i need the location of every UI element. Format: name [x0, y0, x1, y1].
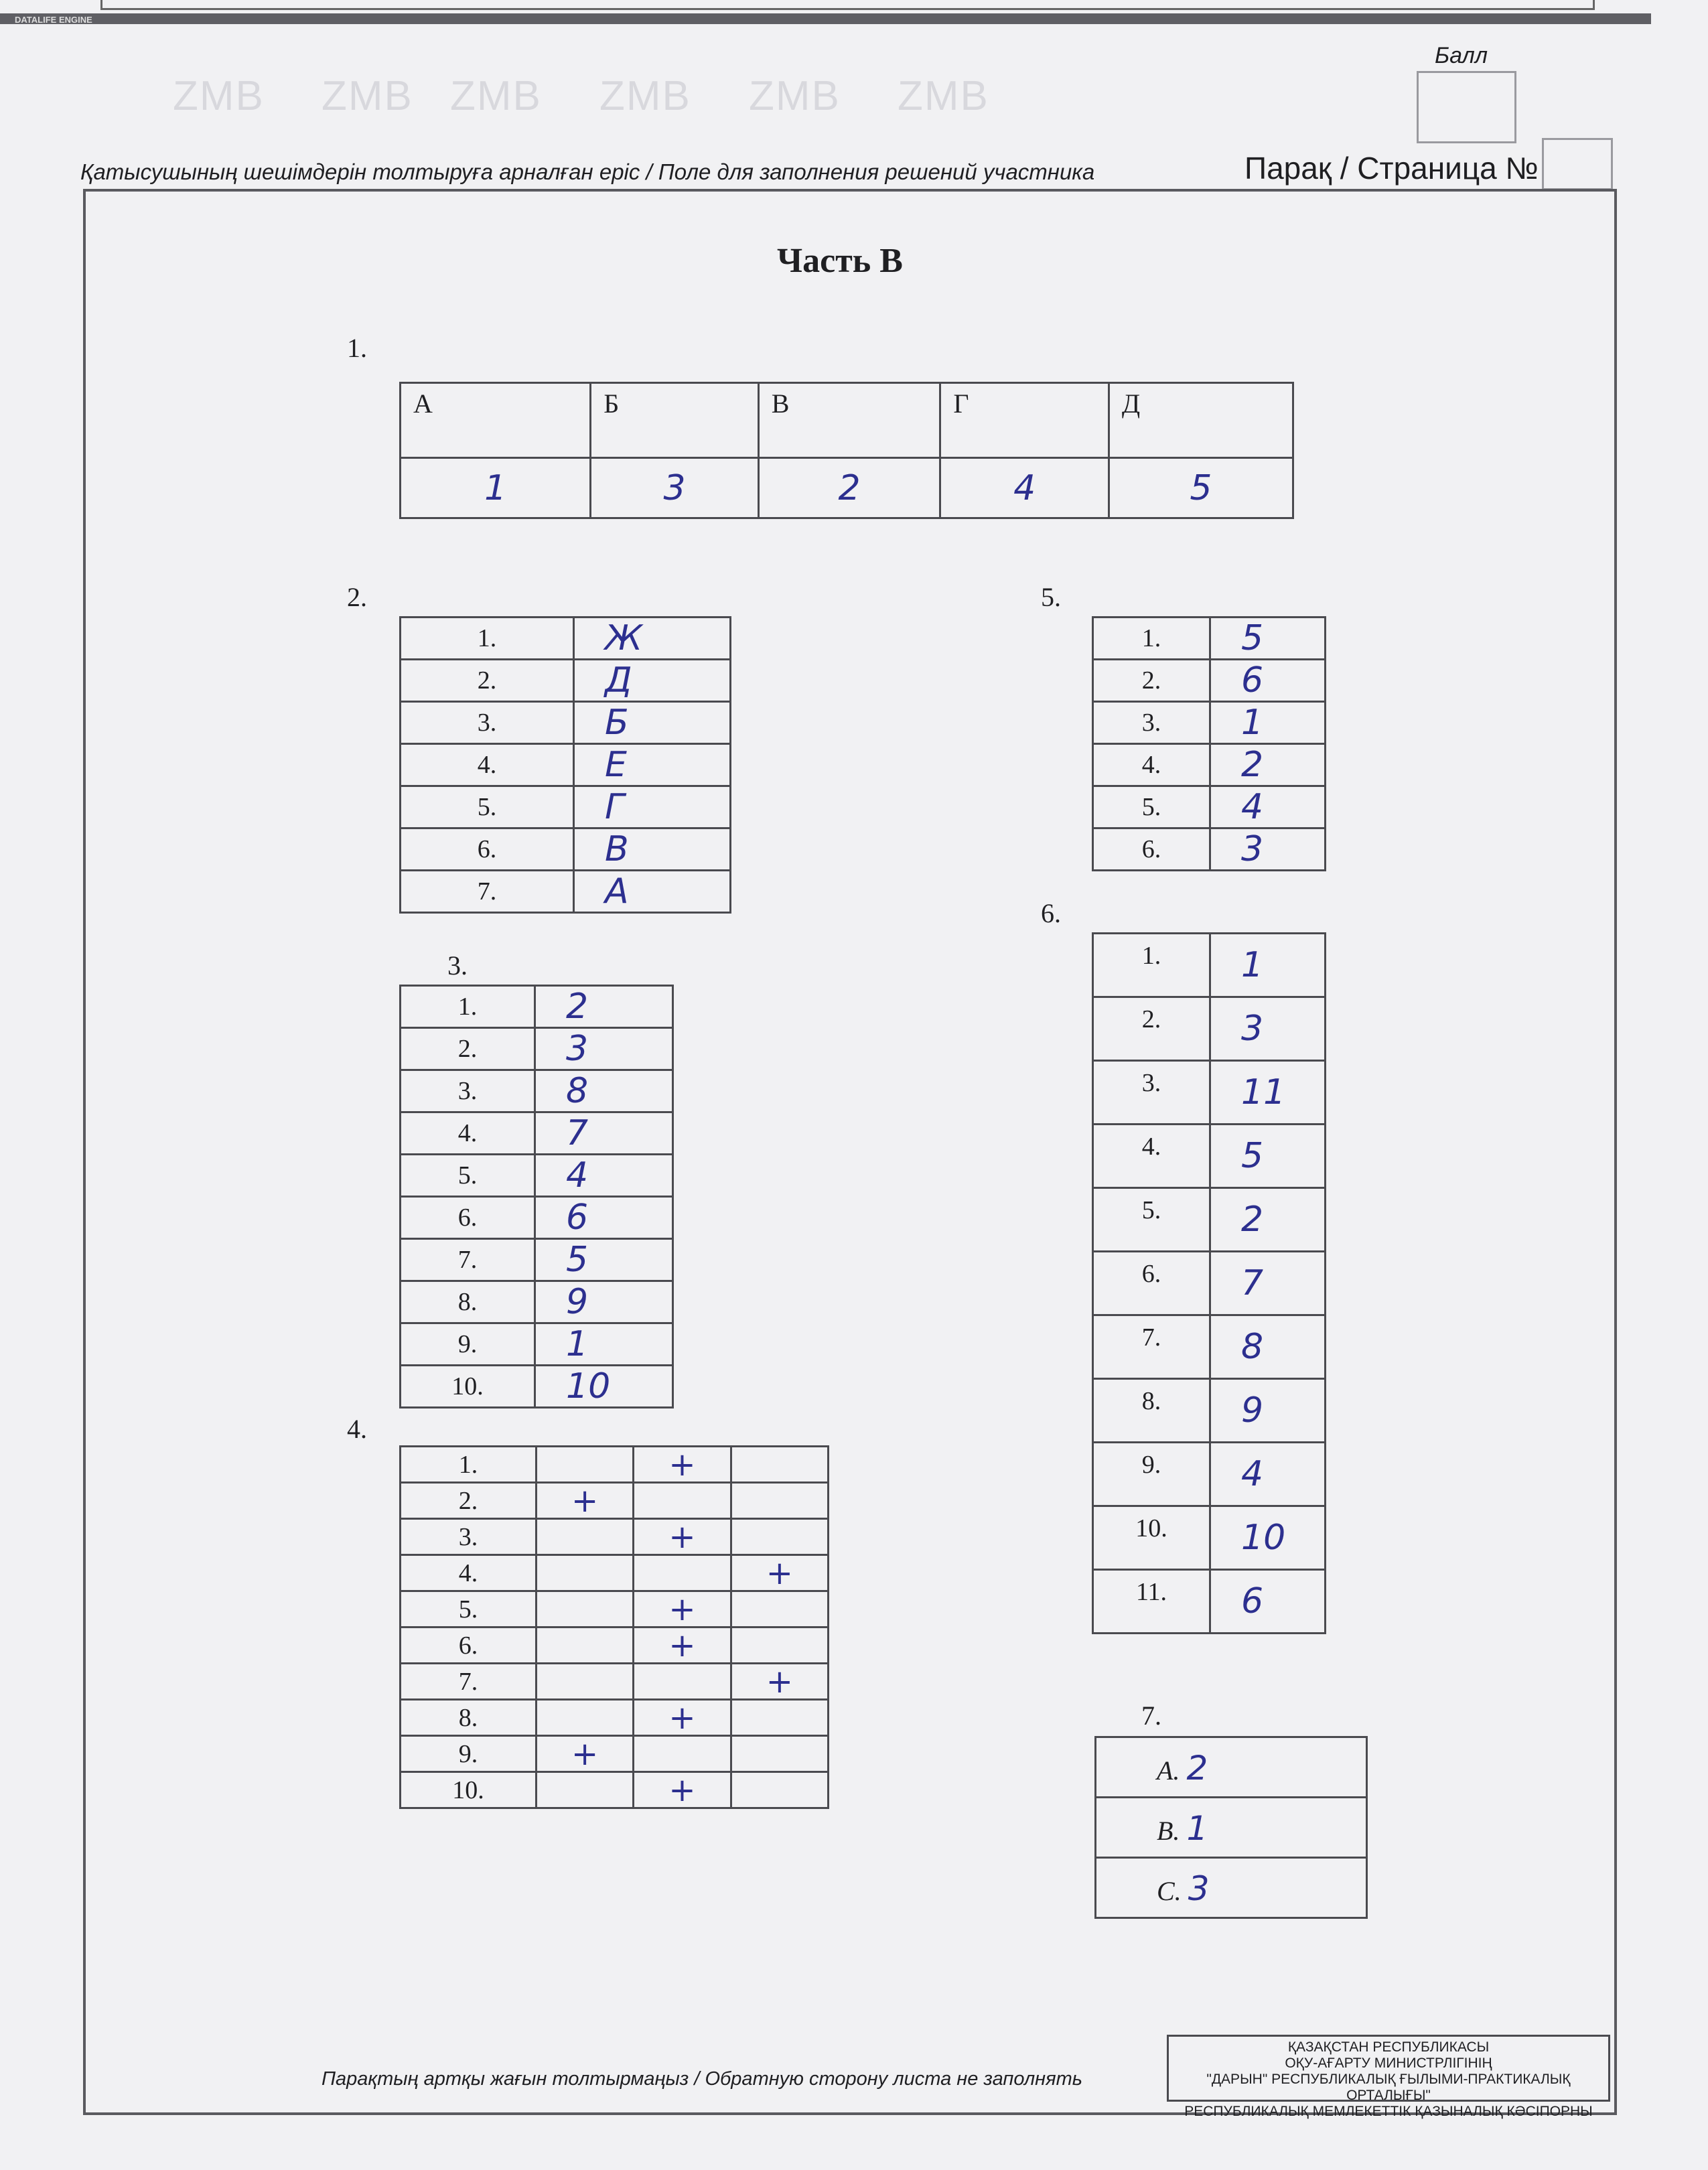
q4-choice-cell: [634, 1483, 731, 1519]
stamp-line: "ДАРЫН" РЕСПУБЛИКАЛЫҚ ҒЫЛЫМИ-ПРАКТИКАЛЫҚ ОРТАЛЫҒЫ": [1206, 2072, 1571, 2103]
q1-header-cell: Б: [591, 383, 759, 458]
q3-row-number: 6.: [401, 1197, 535, 1239]
q3-answer-cell: 4: [535, 1155, 673, 1197]
q2-answer-cell: В: [574, 828, 731, 871]
watermark-text: ZMB: [450, 73, 542, 119]
q1-answer-cell: 2: [758, 458, 940, 518]
stamp-line: ОҚУ-АҒАРТУ МИНИСТРЛІГІНІҢ: [1285, 2055, 1492, 2071]
q4-row-number: 4.: [401, 1555, 537, 1591]
q2-row-number: 5.: [401, 786, 574, 828]
q6-answer-cell: 5: [1210, 1125, 1326, 1188]
q2-answer-cell: Б: [574, 702, 731, 744]
q4-choice-cell: [634, 1736, 731, 1772]
q5-row-number: 3.: [1093, 702, 1210, 744]
watermark-text: ZMB: [173, 73, 265, 119]
q4-choice-cell: [634, 1555, 731, 1591]
q3-row-number: 10.: [401, 1366, 535, 1408]
q3-row-number: 5.: [401, 1155, 535, 1197]
q2-row-number: 3.: [401, 702, 574, 744]
q1-answer-cell: 4: [940, 458, 1109, 518]
q5-row-number: 5.: [1093, 786, 1210, 828]
q2-answer-cell: Е: [574, 744, 731, 786]
q3-row-number: 2.: [401, 1028, 535, 1070]
q2-answer-cell: А: [574, 871, 731, 913]
q4-choice-cell: [537, 1772, 634, 1808]
q6-row-number: 5.: [1093, 1188, 1210, 1252]
q4-plus-mark: +: [668, 1626, 696, 1664]
q4-row-number: 10.: [401, 1772, 537, 1808]
q6-answer-cell: 11: [1210, 1061, 1326, 1125]
q2-row-number: 6.: [401, 828, 574, 871]
q4-choice-cell: [731, 1664, 828, 1700]
q3-row-number: 8.: [401, 1281, 535, 1323]
q7-answer: 1: [1186, 1809, 1208, 1848]
q5-row-number: 1.: [1093, 618, 1210, 660]
watermark-text: ZMB: [599, 73, 691, 119]
q4-choice-cell: [634, 1664, 731, 1700]
q6-answer-cell: 10: [1210, 1506, 1326, 1570]
q3-answer-cell: 8: [535, 1070, 673, 1112]
q1-header-cell: Г: [940, 383, 1109, 458]
q4-row-number: 8.: [401, 1700, 537, 1736]
watermark-text: ZMB: [322, 73, 413, 119]
q4-choice-cell: [731, 1772, 828, 1808]
q1-answer-cell: 5: [1109, 458, 1293, 518]
q6-row-number: 6.: [1093, 1252, 1210, 1315]
q4-choice-cell: [634, 1447, 731, 1483]
q4-choice-cell: [634, 1628, 731, 1664]
q6-answer-cell: 7: [1210, 1252, 1326, 1315]
q4-choice-cell: [537, 1591, 634, 1628]
q4-row-number: 6.: [401, 1628, 537, 1664]
q7-answer: 3: [1188, 1869, 1210, 1908]
q5-answer-cell: 1: [1210, 702, 1326, 744]
q5-answer-cell: 4: [1210, 786, 1326, 828]
top-frame-line: [100, 0, 1595, 10]
q7-row-letter: B.: [1157, 1816, 1180, 1846]
q1-header-cell: В: [758, 383, 940, 458]
question-3-number: 3.: [447, 950, 468, 981]
q6-row-number: 4.: [1093, 1125, 1210, 1188]
q6-answer-cell: 4: [1210, 1443, 1326, 1506]
q2-answer-cell: Г: [574, 786, 731, 828]
q3-answer-cell: 5: [535, 1239, 673, 1281]
q5-answer-cell: 3: [1210, 828, 1326, 871]
q3-row-number: 4.: [401, 1112, 535, 1155]
q3-answer-cell: 6: [535, 1197, 673, 1239]
q4-row-number: 3.: [401, 1519, 537, 1555]
q4-row-number: 7.: [401, 1664, 537, 1700]
q6-answer-cell: 8: [1210, 1315, 1326, 1379]
q2-row-number: 2.: [401, 660, 574, 702]
q4-choice-cell: [731, 1519, 828, 1555]
watermark-text: ZMB: [749, 73, 841, 119]
q2-row-number: 4.: [401, 744, 574, 786]
q4-choice-cell: [731, 1555, 828, 1591]
q4-choice-cell: [537, 1447, 634, 1483]
q4-choice-cell: [537, 1736, 634, 1772]
q4-choice-cell: [634, 1700, 731, 1736]
q3-answer-cell: 7: [535, 1112, 673, 1155]
q6-row-number: 2.: [1093, 997, 1210, 1061]
q4-row-number: 2.: [401, 1483, 537, 1519]
q6-row-number: 9.: [1093, 1443, 1210, 1506]
question-2-table: [399, 616, 731, 914]
q4-choice-cell: [537, 1483, 634, 1519]
question-3-table: [399, 985, 674, 1408]
q6-answer-cell: 6: [1210, 1570, 1326, 1634]
q4-choice-cell: [537, 1628, 634, 1664]
q1-header-cell: Д: [1109, 383, 1293, 458]
q3-answer-cell: 9: [535, 1281, 673, 1323]
q5-row-number: 6.: [1093, 828, 1210, 871]
q3-answer-cell: 3: [535, 1028, 673, 1070]
q4-choice-cell: [537, 1555, 634, 1591]
footer-note: Парақтың артқы жағын толтырмаңыз / Обратную сторону листа не заполнять: [322, 2068, 1083, 2090]
q4-choice-cell: [731, 1736, 828, 1772]
question-6-table: [1092, 932, 1326, 1634]
section-heading: Часть В: [777, 242, 903, 280]
q7-row-label: [1096, 1858, 1367, 1918]
question-6-number: 6.: [1041, 898, 1061, 928]
q6-answer-cell: 3: [1210, 997, 1326, 1061]
q5-answer-cell: 6: [1210, 660, 1326, 702]
q4-choice-cell: [731, 1591, 828, 1628]
watermark-text: ZMB: [898, 73, 989, 119]
q4-row-number: 5.: [401, 1591, 537, 1628]
q4-row-number: 1.: [401, 1447, 537, 1483]
q6-row-number: 8.: [1093, 1379, 1210, 1443]
q4-plus-mark: +: [571, 1735, 599, 1773]
top-scan-bar: [0, 13, 1651, 24]
q4-row-number: 9.: [401, 1736, 537, 1772]
q1-answer-cell: 1: [401, 458, 591, 518]
q4-choice-cell: [731, 1483, 828, 1519]
q6-row-number: 10.: [1093, 1506, 1210, 1570]
q7-row-label: [1096, 1798, 1367, 1858]
issuer-stamp: [1167, 2035, 1610, 2119]
q3-answer-cell: 1: [535, 1323, 673, 1366]
q4-plus-mark: +: [668, 1590, 696, 1628]
q5-row-number: 4.: [1093, 744, 1210, 786]
field-title: Қатысушының шешімдерін толтыруға арналған еріс / Поле для заполнения решений участника: [80, 159, 1095, 184]
stamp-line: ҚАЗАҚСТАН РЕСПУБЛИКАСЫ: [1287, 2039, 1490, 2055]
q4-choice-cell: [731, 1447, 828, 1483]
q7-row-letter: C.: [1157, 1876, 1182, 1906]
q4-plus-mark: +: [668, 1771, 696, 1809]
stamp-line: РЕСПУБЛИКАЛЫҚ МЕМЛЕКЕТТІК ҚАЗЫНАЛЫҚ КӘСІПОРНЫ: [1184, 2104, 1593, 2119]
question-4-number: 4.: [347, 1414, 367, 1444]
q4-plus-mark: +: [766, 1554, 793, 1592]
q4-choice-cell: [537, 1700, 634, 1736]
q2-row-number: 7.: [401, 871, 574, 913]
score-label: Балл: [1435, 43, 1488, 68]
q4-plus-mark: +: [571, 1481, 599, 1520]
question-7-number: 7.: [1141, 1701, 1161, 1731]
q3-row-number: 1.: [401, 986, 535, 1028]
q5-answer-cell: 2: [1210, 744, 1326, 786]
page-number-label: Парақ / Страница №: [1244, 151, 1539, 186]
q1-answer-cell: 3: [591, 458, 759, 518]
question-2-number: 2.: [347, 582, 367, 612]
q5-answer-cell: 5: [1210, 618, 1326, 660]
q4-plus-mark: +: [668, 1698, 696, 1737]
engine-watermark: DATALIFE ENGINE: [15, 15, 92, 25]
q7-answer: 2: [1186, 1749, 1208, 1788]
q3-row-number: 7.: [401, 1239, 535, 1281]
q4-plus-mark: +: [766, 1662, 793, 1701]
q2-answer-cell: Ж: [574, 618, 731, 660]
q6-row-number: 7.: [1093, 1315, 1210, 1379]
q3-answer-cell: 10: [535, 1366, 673, 1408]
q6-row-number: 3.: [1093, 1061, 1210, 1125]
q2-row-number: 1.: [401, 618, 574, 660]
q3-answer-cell: 2: [535, 986, 673, 1028]
score-box: [1417, 71, 1516, 143]
q4-choice-cell: [537, 1664, 634, 1700]
q4-choice-cell: [634, 1772, 731, 1808]
q7-row-letter: A.: [1157, 1755, 1180, 1786]
question-5-number: 5.: [1041, 582, 1061, 612]
question-1-table: [399, 382, 1294, 519]
q4-plus-mark: +: [668, 1445, 696, 1484]
q6-row-number: 1.: [1093, 934, 1210, 997]
q4-choice-cell: [537, 1519, 634, 1555]
page-number-box: [1542, 138, 1613, 190]
q7-row-label: [1096, 1737, 1367, 1798]
q6-answer-cell: 1: [1210, 934, 1326, 997]
question-5-table: [1092, 616, 1326, 871]
q4-choice-cell: [634, 1519, 731, 1555]
q6-answer-cell: 2: [1210, 1188, 1326, 1252]
question-4-table: [399, 1445, 829, 1809]
q5-row-number: 2.: [1093, 660, 1210, 702]
q1-header-cell: А: [401, 383, 591, 458]
question-1-number: 1.: [347, 333, 367, 363]
question-7-table: [1094, 1736, 1368, 1919]
q4-choice-cell: [731, 1628, 828, 1664]
q4-plus-mark: +: [668, 1518, 696, 1556]
q3-row-number: 3.: [401, 1070, 535, 1112]
q6-answer-cell: 9: [1210, 1379, 1326, 1443]
q2-answer-cell: Д: [574, 660, 731, 702]
q3-row-number: 9.: [401, 1323, 535, 1366]
q4-choice-cell: [731, 1700, 828, 1736]
q4-choice-cell: [634, 1591, 731, 1628]
q6-row-number: 11.: [1093, 1570, 1210, 1634]
